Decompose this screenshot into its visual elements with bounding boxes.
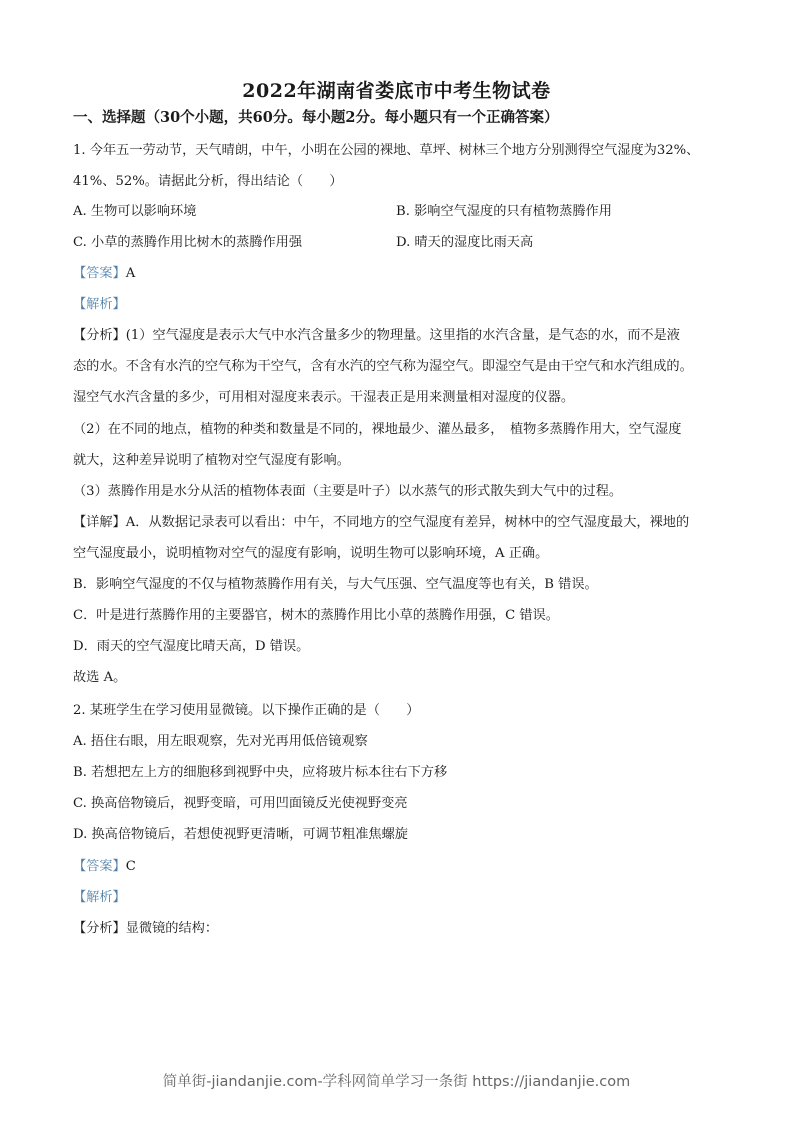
q1-detail-line: C．叶是进行蒸腾作用的主要器官，树木的蒸腾作用比小草的蒸腾作用强，C 错误。 (73, 608, 559, 623)
q1-detail-line: D．雨天的空气湿度比晴天高，D 错误。 (73, 639, 310, 654)
footer-watermark: 简单街-jiandanjie.com-学科网简单学习一条街 https://jiandanjie.com (162, 1074, 631, 1090)
page-title: 2022年湖南省娄底市中考生物试卷 (242, 80, 551, 102)
q1-option-a: A. 生物可以影响环境 (73, 204, 197, 219)
q1-option-b: B. 影响空气湿度的只有植物蒸腾作用 (396, 204, 612, 219)
q1-stem-line2: 41%、52%。请据此分析，得出结论（ ） (73, 174, 343, 189)
q1-detail-line: 故选 A。 (73, 670, 127, 685)
q2-option-a: A. 捂住右眼，用左眼观察，先对光再用低倍镜观察 (73, 734, 368, 749)
answer-value: C (125, 859, 136, 874)
q1-detail-line: 【详解】A．从数据记录表可以看出：中午，不同地方的空气湿度有差异，树林中的空气湿度最大，裸地的 (73, 515, 690, 530)
q1-analysis-label: 【解析】 (73, 297, 126, 312)
q1-analysis-line: 【分析】(1）空气湿度是表示大气中水汽含量多少的物理量。这里指的水汽含量，是气态的水，而不是液 (73, 328, 680, 343)
q2-analysis-label: 【解析】 (73, 890, 126, 905)
answer-label: 【答案】 (73, 266, 126, 281)
q2-analysis-line: 【分析】显微镜的结构： (73, 921, 219, 936)
q1-analysis-line: 湿空气水汽含量的多少，可用相对湿度来表示。干湿表正是用来测量相对湿度的仪器。 (73, 390, 575, 405)
q2-stem: 2. 某班学生在学习使用显微镜。以下操作正确的是（ ） (73, 703, 420, 718)
section-heading: 一、选择题（30个小题，共60分。每小题2分。每小题只有一个正确答案） (73, 109, 559, 126)
q1-answer (73, 265, 135, 283)
q2-option-d: D. 换高倍物镜后，若想使视野更清晰，可调节粗准焦螺旋 (73, 827, 408, 842)
q1-stem-line1: 1. 今年五一劳动节，天气晴朗，中午，小明在公园的裸地、草坪、树林三个地方分别测得空气湿度为32%、 (73, 143, 700, 158)
q1-detail-line: B．影响空气湿度的不仅与植物蒸腾作用有关，与大气压强、空气温度等也有关，B 错误。 (73, 577, 598, 592)
q1-analysis-line: 态的水。不含有水汽的空气称为干空气，含有水汽的空气称为湿空气。即湿空气是由干空气和水汽组成的。 (73, 359, 693, 374)
q1-analysis-line: （2）在不同的地点，植物的种类和数量是不同的，裸地最少、灌丛最多， 植物多蒸腾作用大，空气湿度 (73, 422, 682, 437)
q1-option-d: D. 晴天的湿度比雨天高 (396, 235, 534, 250)
q1-option-c: C. 小草的蒸腾作用比树木的蒸腾作用强 (73, 235, 303, 250)
q1-analysis-line: （3）蒸腾作用是水分从活的植物体表面（主要是叶子）以水蒸气的形式散失到大气中的过程。 (73, 484, 623, 499)
q2-answer (73, 858, 136, 876)
answer-value: A (125, 266, 136, 281)
q1-analysis-line: 就大，这种差异说明了植物对空气湿度有影响。 (73, 453, 350, 468)
q2-option-c: C. 换高倍物镜后，视野变暗，可用凹面镜反光使视野变亮 (73, 796, 408, 811)
q2-option-b: B. 若想把左上方的细胞移到视野中央，应将玻片标本往右下方移 (73, 765, 448, 780)
answer-label: 【答案】 (73, 859, 126, 874)
q1-detail-line: 空气湿度最小，说明植物对空气的湿度有影响，说明生物可以影响环境，A 正确。 (73, 546, 549, 561)
